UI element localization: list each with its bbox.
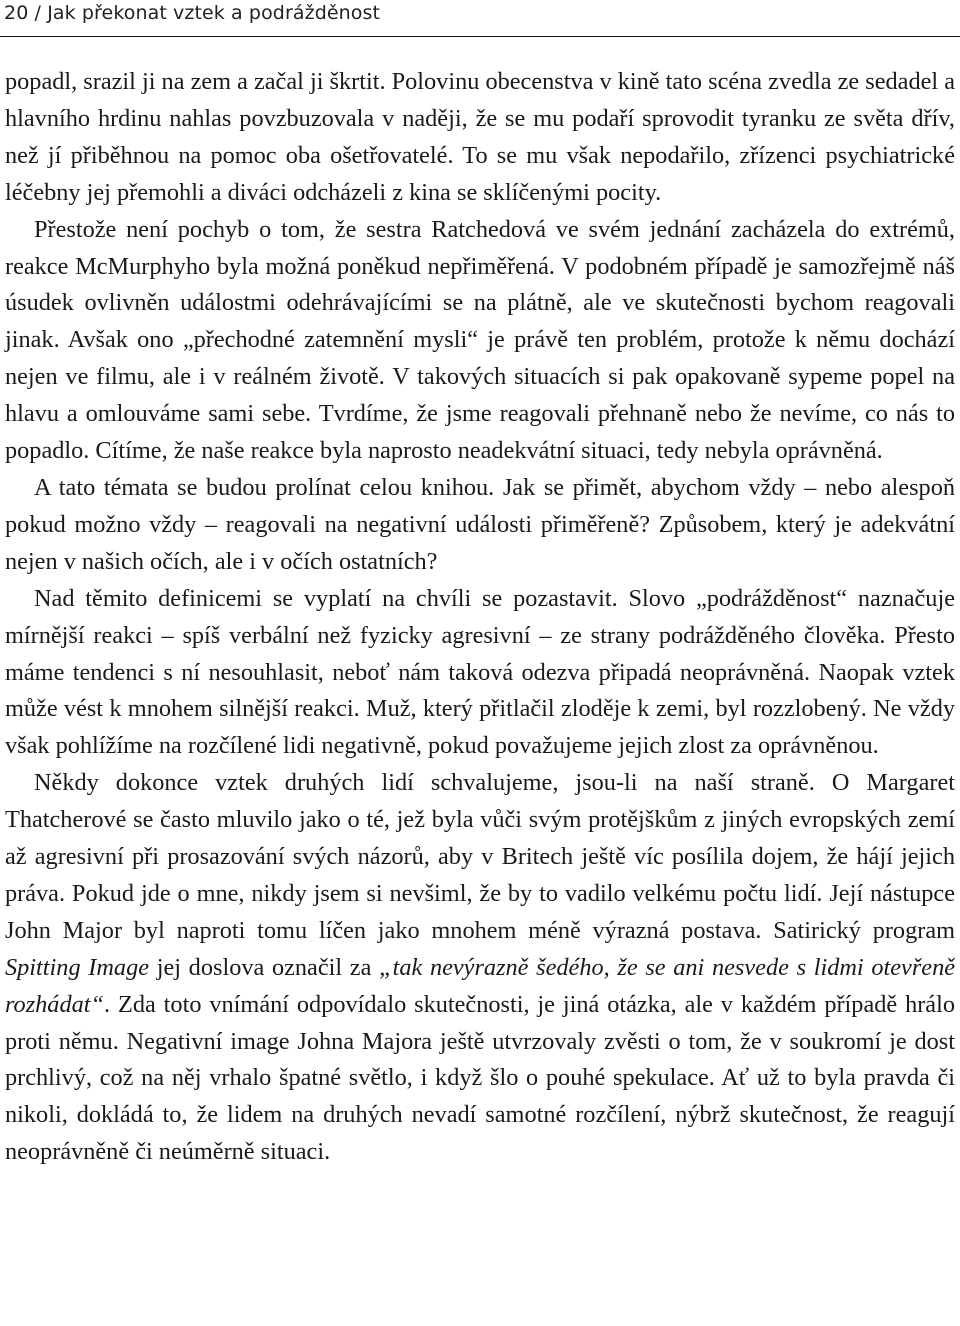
body-text	[5, 64, 955, 1171]
book-title: Jak překonat vztek a podrážděnost	[47, 2, 381, 24]
quotation: „tak nevýrazně šedého, že se ani nesvede s lidmi otevřeně rozhádat“	[5, 953, 956, 1018]
paragraph-text: Někdy dokonce vztek druhých lidí schvalujeme, jsou-li na naší straně. O Margaret Thatcherové se často mluvilo jako o té, jež byla vůči svým protějškům z jiných evropských zemí až agresivní při prosazování svých názorů, aby v Britech ještě víc posílila dojem, že hájí jejich práva. Pokud jde o mne, nikdy jsem si nevšiml, že by to vadilo velkému počtu lidí. Její nástupce John Major byl naproti tomu líčen jako mnohem méně výrazná postava. Satirický program	[5, 769, 955, 944]
header-separator: /	[34, 2, 42, 24]
running-head	[4, 0, 380, 26]
header-rule	[0, 36, 960, 37]
paragraph: A tato témata se budou prolínat celou knihou. Jak se přimět, abychom vždy – nebo alespoň pokud možno vždy – reagovali na negativní události přiměřeně? Způsobem, který je adekvátní nejen v našich očích, ale i v očích ostatních?	[5, 473, 955, 575]
paragraph-text: jej doslova označil za	[149, 953, 380, 981]
paragraph: Přestože není pochyb o tom, že sestra Ratchedová ve svém jednání zacházela do extrémů, reakce McMurphyho byla možná poněkud nepřiměřená. V podobném případě je samozřejmě náš úsudek ovlivněn událostmi odehrávajícími se na plátně, ale ve skutečnosti bychom reagovali jinak. Avšak ono „přechodné zatemnění mysli“ je právě ten problém, protože k němu dochází nejen ve filmu, ale i v reálném životě. V takových situacích si pak opakovaně sypeme popel na hlavu a omlouváme sami sebe. Tvrdíme, že jsme reagovali přehnaně nebo že nevíme, co nás to popadlo. Cítíme, že naše reakce byla naprosto neadekvátní situaci, tedy nebyla oprávněná.	[5, 215, 955, 465]
paragraph: Nad těmito definicemi se vyplatí na chvíli se pozastavit. Slovo „podrážděnost“ naznačuje mírnější reakci – spíš verbální než fyzicky agresivní – ze strany podrážděného člověka. Přesto máme tendenci s ní nesouhlasit, neboť nám taková odezva připadá neoprávněná. Naopak vztek může vést k mnohem silnější reakci. Muž, který přitlačil zloděje k zemi, byl rozzlobený. Ne vždy však pohlížíme na rozčílené lidi negativně, pokud považujeme jejich zlost za oprávněnou.	[5, 584, 955, 760]
paragraph	[5, 765, 955, 1171]
page-number: 20	[4, 2, 29, 24]
paragraph-text: . Zda toto vnímání odpovídalo skutečnosti, je jiná otázka, ale v každém případě hrálo proti němu. Negativní image Johna Majora ještě utvrzovaly zvěsti o tom, že v soukromí je dost prchlivý, což na něj vrhalo špatné světlo, i když šlo o pouhé spekulace. Ať už to byla pravda či nikoli, dokládá to, že lidem na druhých nevadí samotné rozčílení, nýbrž skutečnost, že reagují neoprávněně či neúměrně situaci.	[5, 990, 955, 1166]
program-title: Spitting Image	[5, 953, 150, 981]
paragraph-continued: popadl, srazil ji na zem a začal ji škrtit. Polovinu obecenstva v kině tato scéna zvedla ze sedadel a hlavního hrdinu nahlas povzbuzovala v naději, že se mu podaří sprovodit tyranku ze světa dřív, než jí přiběhnou na pomoc oba ošetřovatelé. To se mu však nepodařilo, zřízenci psychiatrické léčebny jej přemohli a diváci odcházeli z kina se sklíčenými pocity.	[5, 68, 955, 206]
